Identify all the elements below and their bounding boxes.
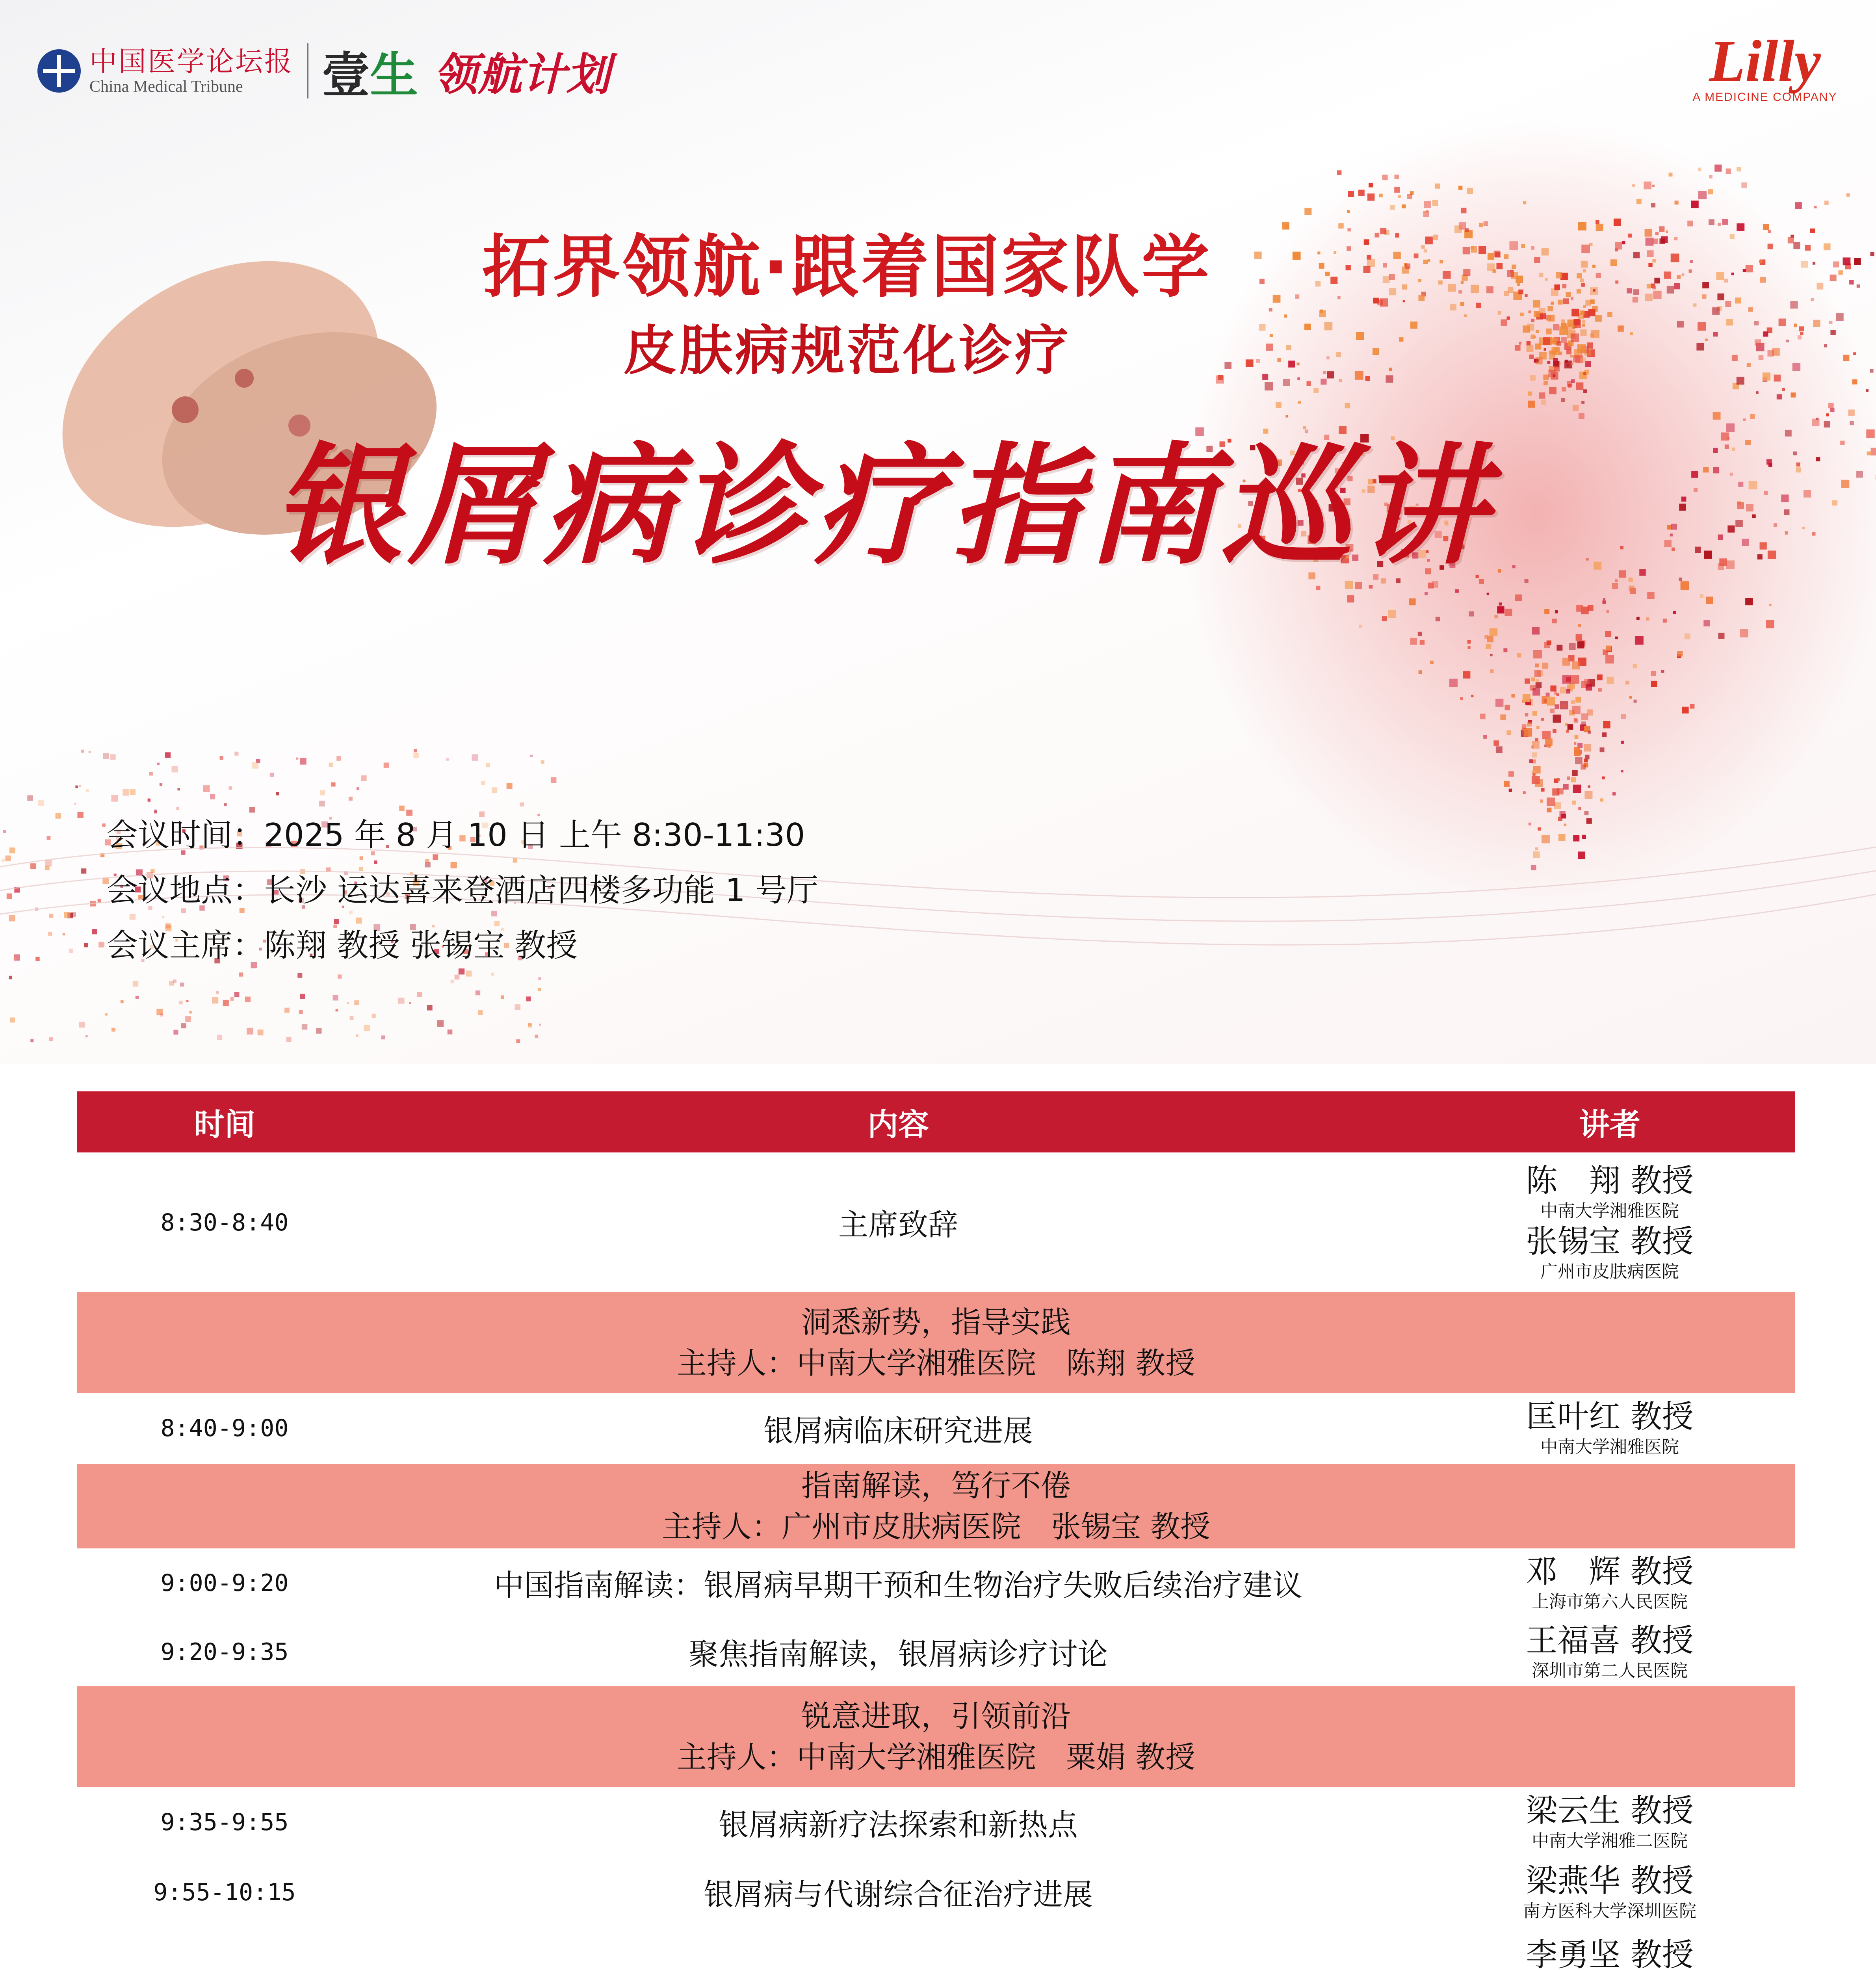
partner-logos (37, 35, 610, 106)
title-line-1: 拓界领航·跟着国家队学 (482, 227, 1212, 307)
row-content: 中国指南解读：银屑病早期干预和生物治疗失败后续治疗建议 (494, 1568, 1302, 1603)
meeting-place: 会议地点：长沙 运达喜来登酒店四楼多功能 1 号厅 (106, 872, 819, 909)
row-content: 聚焦指南解读，银屑病诊疗讨论 (689, 1637, 1108, 1672)
speaker-hospital: 深圳市第二人民医院 (1532, 1660, 1688, 1681)
speaker-name: 邓 辉 教授 (1526, 1553, 1694, 1590)
header-content: 内容 (867, 1107, 929, 1143)
speaker-hospital: 广州市皮肤病医院 (1540, 1261, 1679, 1282)
speaker-name: 梁燕华 教授 (1526, 1862, 1694, 1899)
meeting-info (106, 808, 818, 973)
row-time: 9:20-9:35 (160, 1638, 289, 1666)
agenda-table (77, 1091, 1795, 1970)
row-time: 9:00-9:20 (160, 1569, 289, 1597)
speaker-hospital: 南方医科大学深圳医院 (1523, 1901, 1696, 1921)
row-content: 主席致辞 (838, 1207, 958, 1242)
lilly-tagline: A MEDICINE COMPANY (1692, 91, 1837, 104)
speaker (1424, 1223, 1795, 1283)
session-row (77, 1464, 1795, 1548)
speaker-name: 张锡宝 教授 (1526, 1223, 1694, 1260)
table-row (77, 1393, 1795, 1464)
row-speakers (1424, 1393, 1795, 1464)
cmt-logo (89, 46, 293, 96)
main-title: 银屑病诊疗指南巡讲 (273, 431, 1492, 582)
cmt-logo-en: China Medical Tribune (89, 78, 243, 96)
session-title: 洞悉新势，指导实践 (801, 1304, 1071, 1340)
table-row (77, 1152, 1795, 1292)
title-line-2: 皮肤病规范化诊疗 (623, 320, 1071, 382)
table-row (77, 1858, 1795, 1927)
speaker-name: 梁云生 教授 (1526, 1792, 1694, 1829)
row-speakers (1424, 1787, 1795, 1858)
agenda-header-row (77, 1091, 1795, 1152)
speaker-name: 陈 翔 教授 (1526, 1162, 1694, 1199)
table-row (77, 1548, 1795, 1617)
table-row (77, 1787, 1795, 1858)
row-content: 银屑病与代谢综合征治疗进展 (704, 1877, 1093, 1912)
globe-icon (37, 49, 81, 93)
row-time: 8:30-8:40 (160, 1208, 289, 1236)
session-row (77, 1292, 1795, 1393)
speaker-hospital: 上海市第六人民医院 (1532, 1591, 1688, 1612)
table-row (77, 1927, 1795, 1970)
lilly-logo (1682, 28, 1848, 104)
speaker (1424, 1936, 1795, 1970)
speaker (1424, 1622, 1795, 1682)
session-host: 主持人：中南大学湘雅医院 粟娟 教授 (676, 1739, 1196, 1775)
row-speakers (1424, 1548, 1795, 1617)
speaker-name: 匡叶红 教授 (1526, 1398, 1694, 1435)
speaker-hospital: 中南大学湘雅医院 (1540, 1437, 1679, 1457)
session-title: 指南解读，笃行不倦 (801, 1468, 1071, 1503)
logo-divider (307, 43, 308, 98)
session-title: 锐意进取，引领前沿 (801, 1698, 1071, 1734)
row-content: 银屑病临床研究进展 (763, 1413, 1033, 1448)
meeting-chair: 会议主席：陈翔 教授 张锡宝 教授 (106, 927, 578, 964)
header-time: 时间 (193, 1107, 255, 1143)
row-content (372, 1927, 1424, 1970)
speaker-hospital: 中南大学湘雅二医院 (1532, 1831, 1688, 1851)
row-time (77, 1927, 372, 1970)
speaker-name: 李勇坚 教授 (1526, 1936, 1694, 1970)
yisheng-logo: 壹生 (322, 46, 418, 103)
table-row (77, 1617, 1795, 1686)
row-speakers (1424, 1617, 1795, 1686)
row-time: 9:55-10:15 (153, 1878, 296, 1906)
session-host: 主持人：中南大学湘雅医院 陈翔 教授 (676, 1345, 1196, 1381)
session-row (77, 1686, 1795, 1787)
session-host: 主持人：广州市皮肤病医院 张锡宝 教授 (661, 1509, 1211, 1544)
row-content: 银屑病新疗法探索和新热点 (719, 1807, 1078, 1842)
speaker (1424, 1162, 1795, 1223)
speaker (1424, 1398, 1795, 1459)
row-speakers (1424, 1152, 1795, 1292)
row-time: 8:40-9:00 (160, 1414, 289, 1442)
lilly-wordmark: Lilly (1709, 28, 1821, 94)
header-speaker: 讲者 (1579, 1107, 1640, 1143)
row-speakers (1424, 1858, 1795, 1927)
speaker (1424, 1862, 1795, 1923)
meeting-time: 会议时间：2025 年 8 月 10 日 上午 8:30-11:30 (106, 817, 805, 853)
speaker (1424, 1792, 1795, 1853)
cmt-logo-cn: 中国医学论坛报 (89, 45, 293, 78)
row-time: 9:35-9:55 (160, 1808, 289, 1836)
speaker-hospital: 中南大学湘雅医院 (1540, 1201, 1679, 1221)
speaker (1424, 1553, 1795, 1613)
lh-plan-logo: 领航计划 (434, 48, 610, 100)
speaker-name: 王福喜 教授 (1526, 1622, 1694, 1659)
row-speakers (1424, 1927, 1795, 1970)
